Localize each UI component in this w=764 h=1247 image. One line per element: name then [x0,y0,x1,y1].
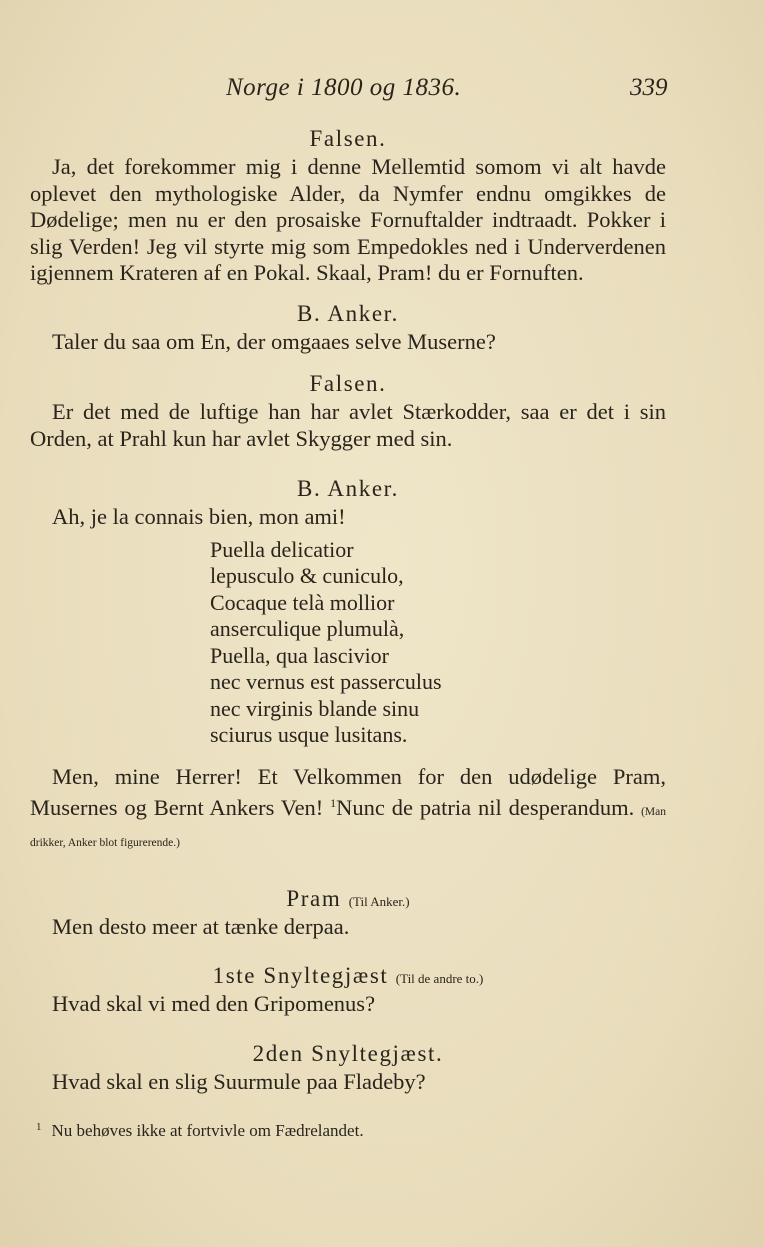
speech-paragraph: Ah, je la connais bien, mon ami! [52,504,346,529]
stage-direction: (Man drikker, Anker blot figurerende.) [30,806,666,849]
speech-paragraph: Taler du saa om En, der omgaaes selve Muserne? [52,328,496,354]
latin-phrase: Nunc de patria nil desperandum. [336,795,635,820]
speech-paragraph: Hvad skal vi med den Gripomenus? [52,990,376,1016]
verse-line: anserculique plumulà, [210,616,405,641]
footnote-reference: 1 [330,796,337,810]
speaker-heading: Falsen. [309,126,387,151]
footnote-mark: 1 [36,1121,42,1133]
running-title: Norge i 1800 og 1836. [226,74,462,101]
latin-verse [210,537,666,749]
verse-line: Puella, qua lascivior [210,642,390,668]
verse-line: lepusculo & cuniculo, [210,563,404,588]
toast-text: Men, mine Herrer! Et Velkommen for den udødelige Pram, Musernes og Bernt Ankers Ven! [30,763,666,820]
speaker-heading: 2den Snyltegjæst. [252,1041,444,1066]
speech-paragraph: Men desto meer at tænke derpaa. [52,914,350,939]
verse-line: nec vernus est passerculus [210,669,442,694]
page-header [0,74,764,110]
verse-line: nec virginis blande sinu [210,695,420,721]
speaker-heading: B. Anker. [297,300,399,326]
verse-line: Cocaque telà mollior [210,589,395,615]
speech-paragraph: Er det med de luftige han har avlet Stærkodder, saa er det i sin Orden, at Prahl kun har avlet Skygger med sin. [30,399,666,451]
footnote [36,1116,656,1142]
speaker-heading: Falsen. [309,371,387,396]
speaker-name: 1ste Snyltegjæst [212,962,389,988]
verse-line: Puella delicatior [210,536,354,562]
stage-direction: (Til Anker.) [348,894,410,909]
footnote-text: Nu behøves ikke at fortvivle om Fædrelandet. [51,1121,364,1140]
speech-paragraph [30,764,666,857]
speaker-name: Pram [286,886,342,911]
speech-paragraph: Hvad skal en slig Suurmule paa Fladeby? [52,1069,426,1094]
stage-direction: (Til de andre to.) [395,970,484,986]
speech-paragraph: Ja, det forekommer mig i denne Mellemtid somom vi alt havde oplevet den mythologiske Alder, da Nymfer endnu omgikkes de Dødelige; men nu er den prosaiske Fornuftalder indtraadt. Pokker i slig Verden! Jeg vil styrte mig som Empedokles ned i Underverdenen igjennem Krateren af en Pokal. Skaal, Pram! du er Fornuften. [30,154,666,285]
speaker-heading [30,961,666,991]
verse-line: sciurus usque lusitans. [210,722,408,747]
speaker-heading [30,884,666,914]
page-body [30,124,666,1096]
speaker-heading: B. Anker. [297,476,399,501]
page-number: 339 [630,74,668,101]
